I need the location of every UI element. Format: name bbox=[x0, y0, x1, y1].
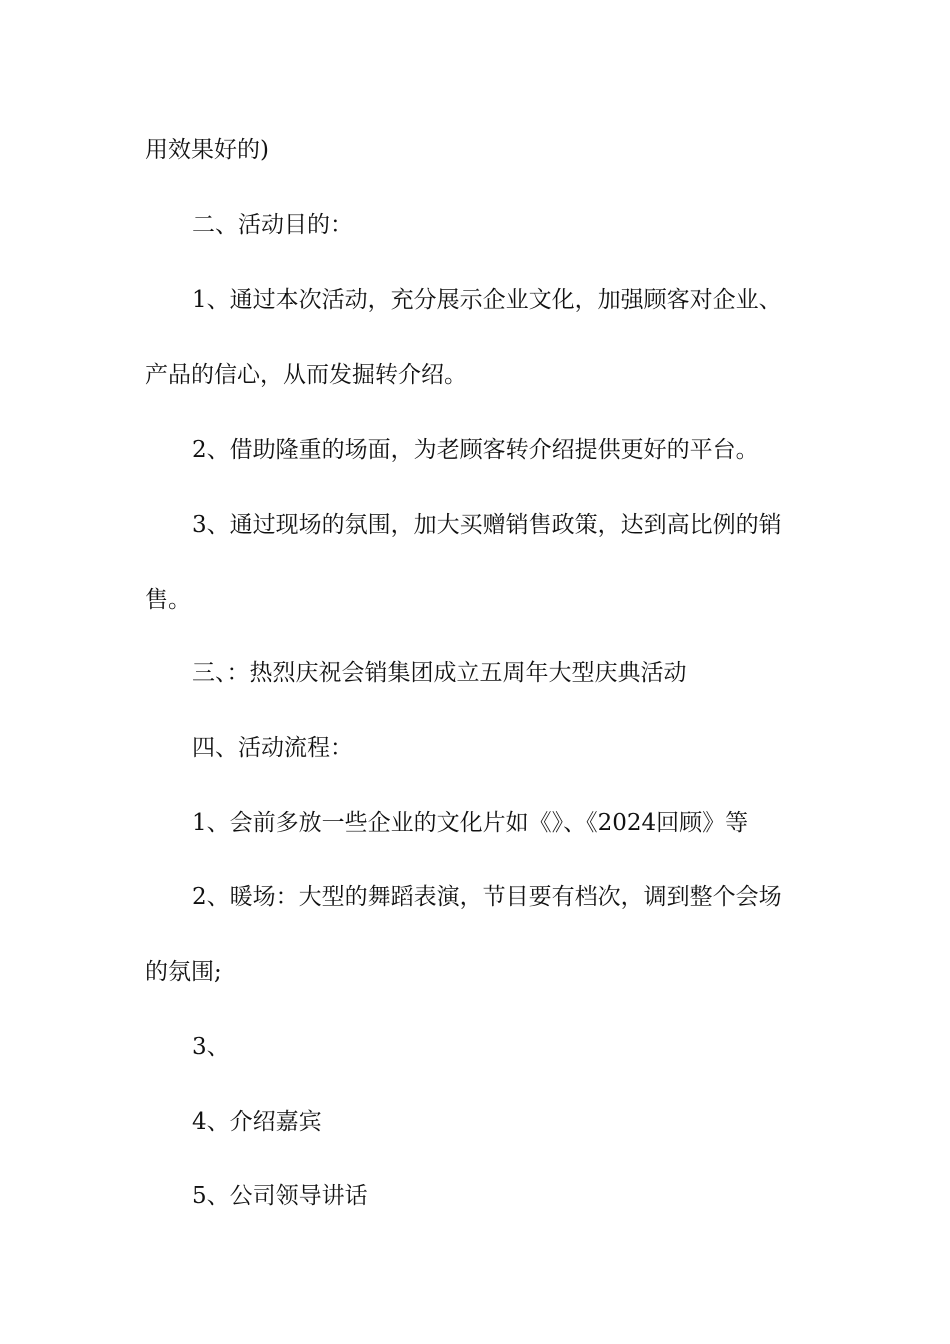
text-line: 的氛围; bbox=[145, 959, 222, 985]
section-heading-process: 四、活动流程： bbox=[192, 735, 353, 761]
text-line: 1、会前多放一些企业的文化片如《》、《2024回顾》等 bbox=[192, 810, 749, 836]
section-heading-purpose: 二、活动目的： bbox=[192, 212, 353, 238]
text-line: 售。 bbox=[145, 587, 191, 613]
text-line: 产品的信心，从而发掘转介绍。 bbox=[145, 362, 467, 388]
text-line: 2、暖场：大型的舞蹈表演，节目要有档次，调到整个会场 bbox=[192, 884, 782, 910]
text-line: 4、介绍嘉宾 bbox=[192, 1109, 322, 1135]
text-line: 2、借助隆重的场面，为老顾客转介绍提供更好的平台。 bbox=[192, 437, 759, 463]
text-line: 3、通过现场的氛围，加大买赠销售政策，达到高比例的销 bbox=[192, 512, 782, 538]
text-line: 1、通过本次活动，充分展示企业文化，加强顾客对企业、 bbox=[192, 287, 782, 313]
text-line: 3、 bbox=[192, 1034, 230, 1060]
text-line: 用效果好的) bbox=[145, 137, 269, 163]
text-line: 5、公司领导讲话 bbox=[192, 1183, 368, 1209]
section-heading-theme: 三、：热烈庆祝会销集团成立五周年大型庆典活动 bbox=[192, 660, 687, 686]
